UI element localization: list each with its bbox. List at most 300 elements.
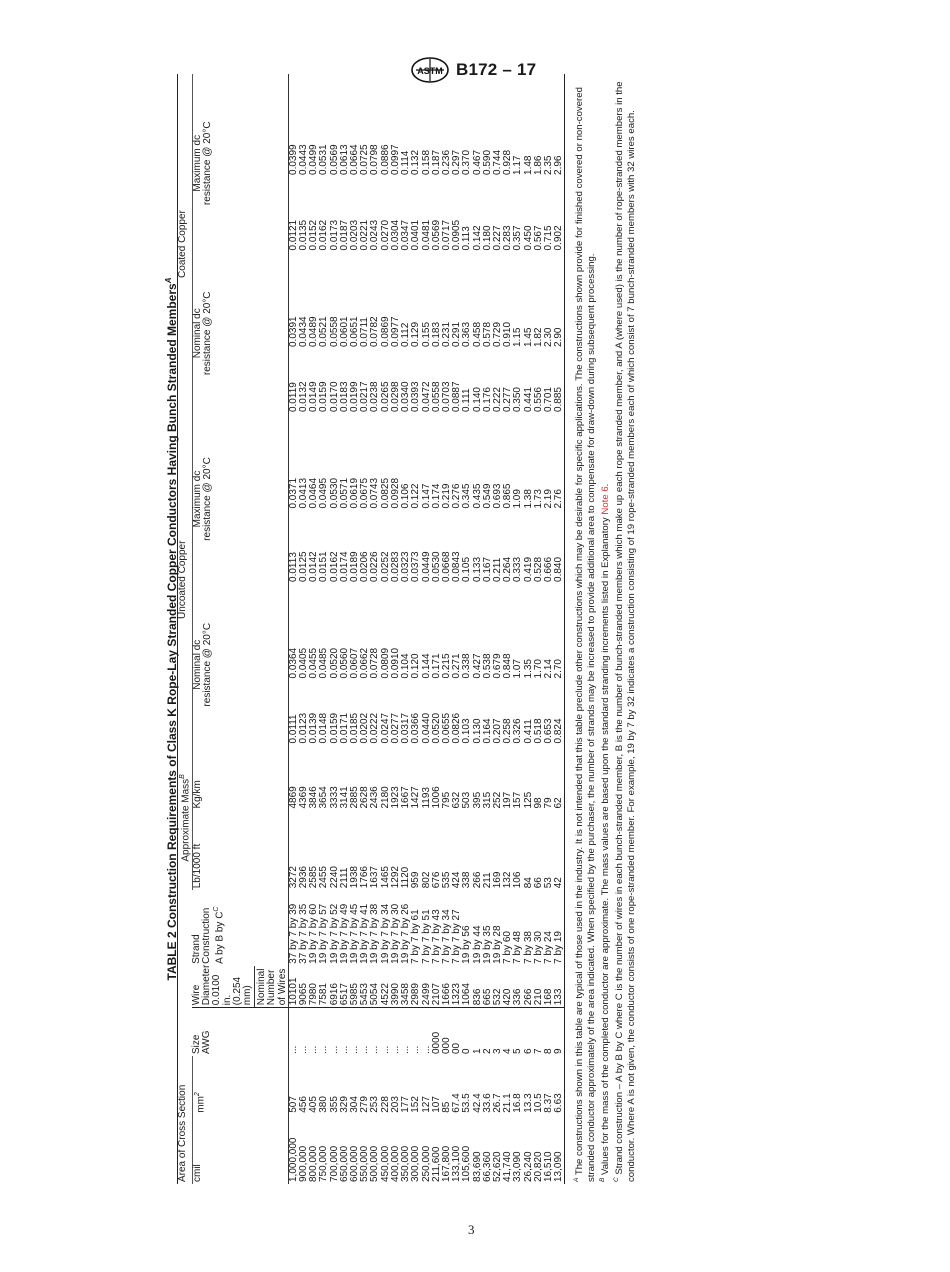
table-cell: 3654 (318, 786, 330, 809)
table-cell: 19 by 56 (461, 925, 473, 964)
table-cell: 0.0905 (451, 219, 463, 251)
table-cell: 0.0323 (400, 551, 412, 582)
table-cell: 0.0159 (328, 712, 340, 744)
table-cell: 250,000 (420, 1145, 432, 1182)
table-cell: 0.0521 (318, 316, 330, 347)
table-cell: 420 (503, 966, 513, 1008)
table-cell: 0.693 (491, 483, 503, 509)
table-cell: 405 (308, 1096, 320, 1113)
table-cell: 79 (542, 797, 554, 809)
table-cell: 0.350 (512, 387, 524, 413)
table-cell: 1427 (410, 786, 422, 809)
table-cell: 0.679 (491, 653, 503, 679)
table-cell: 0.187 (430, 149, 442, 175)
table-cell: 0.0304 (389, 219, 401, 251)
table-cell: 167,800 (440, 1145, 452, 1182)
table-cell: 0.744 (491, 149, 503, 175)
table-cell: 16,510 (542, 1151, 554, 1182)
table-cell: 0.840 (553, 556, 565, 582)
table-cell: 7 by 60 (502, 931, 514, 964)
table-cell: 0.0489 (308, 316, 320, 347)
table-cell: 169 (491, 871, 503, 889)
table-cell: 0.129 (410, 321, 422, 347)
table-cell: 8.37 (542, 1093, 554, 1113)
table-cell: 0.345 (461, 483, 473, 509)
table-cell: 1323 (452, 966, 462, 1008)
table-cell: 0.715 (542, 225, 554, 251)
table-cell: 665 (483, 966, 493, 1008)
col-mm2: mm$^2$ (192, 1056, 288, 1115)
table-cell: 0.0401 (410, 219, 422, 251)
table-cell: 5 (512, 1048, 524, 1055)
table-cell: 0.0142 (308, 551, 320, 582)
table-cell: 0.441 (522, 387, 534, 413)
table-cell: 197 (502, 791, 514, 809)
table-row (411, 74, 421, 1184)
table-cell: 13.3 (522, 1093, 534, 1113)
table-cell: 1667 (400, 786, 412, 809)
table-cell: 2 (481, 1048, 493, 1055)
table-cell: 7 by 38 (522, 931, 534, 964)
table-cell: 42 (553, 877, 565, 889)
table-cell: 9065 (299, 966, 309, 1008)
table-cell: 700,000 (328, 1145, 340, 1182)
table-cell: 1.82 (532, 327, 544, 347)
table-cell: 0.0675 (359, 477, 371, 509)
table-cell: 0.0162 (318, 219, 330, 251)
table-cell: 0.0113 (287, 552, 299, 582)
table-cell: 1120 (400, 866, 412, 889)
table-cell: ... (328, 1045, 340, 1055)
table-cell: 0.326 (512, 718, 524, 744)
table-cell: 0.701 (542, 387, 554, 413)
table-cell: 0.902 (553, 225, 565, 251)
table-cell: 0.0371 (287, 477, 299, 509)
table-cell: 0.0187 (338, 219, 350, 251)
table-cell: 19 by 7 by 26 (400, 903, 412, 964)
table-cell: 800,000 (308, 1145, 320, 1182)
table-cell: 6517 (340, 966, 350, 1008)
table-cell: 0.333 (512, 556, 524, 582)
table-cell: 0.666 (542, 556, 554, 582)
table-cell: 0.297 (451, 149, 463, 175)
table-cell: 3272 (287, 866, 299, 889)
table-cell: 0.0664 (349, 144, 361, 175)
table-cell: 6.63 (553, 1093, 565, 1113)
table-cell: 252 (491, 791, 503, 809)
table-cell: 350,000 (400, 1145, 412, 1182)
table-cell: 6 (522, 1048, 534, 1055)
table-cell: 0.164 (481, 718, 493, 744)
table-cell: 67.4 (451, 1093, 463, 1113)
table-cell: 1193 (420, 787, 432, 809)
table-cell: 0.0499 (308, 144, 320, 175)
table-cell: 7 by 48 (512, 931, 524, 964)
table-cell: 632 (451, 791, 463, 809)
table-cell: 600,000 (349, 1145, 361, 1182)
table-cell: 3990 (391, 966, 401, 1008)
table-cell: 0.0558 (430, 381, 442, 413)
col-nominal-uncoated: Nominal dc resistance @ 20°C (192, 584, 288, 746)
table-cell: 0.0243 (369, 219, 381, 251)
table-cell: 338 (461, 871, 473, 889)
table-cell: 0.236 (440, 149, 452, 175)
table-cell: 210 (534, 966, 544, 1008)
table-cell: 106 (512, 871, 524, 889)
table-cell: ... (400, 1045, 412, 1055)
table-cell: 380 (318, 1096, 330, 1113)
table-cell: 19 by 28 (491, 925, 503, 964)
table-cell: 1.07 (512, 659, 524, 679)
table-cell: 0 (461, 1048, 473, 1055)
table-cell: 133,100 (451, 1145, 463, 1182)
table-cell: 0.183 (430, 321, 442, 347)
table-cell: 62 (553, 797, 565, 809)
table-cell: 836 (473, 966, 483, 1008)
table-cell: 7 by 7 by 34 (440, 909, 452, 964)
table-cell: 1923 (389, 786, 401, 809)
table-cell: 177 (400, 1096, 412, 1113)
table-cell: 0.0743 (369, 477, 381, 509)
table-cell: 0.0206 (359, 551, 371, 582)
table-cell: 0.0174 (338, 551, 350, 582)
table-cell: 0.0613 (338, 144, 350, 175)
table-cell: 0.653 (542, 718, 554, 744)
table-cell: 0.0886 (379, 144, 391, 175)
table-cell: 0.0472 (420, 381, 432, 413)
table-cell: 0.0464 (308, 477, 320, 509)
table-cell: 2499 (422, 966, 432, 1008)
table-cell: ... (379, 1045, 391, 1055)
col-kg: Kg/km (192, 746, 288, 811)
table-cell: 0.0189 (349, 551, 361, 582)
table-cell: 10101 (288, 966, 299, 1008)
table-cell: 0.0531 (318, 144, 330, 175)
table-cell: 0.0222 (369, 712, 381, 744)
table-cell: 5453 (360, 966, 370, 1008)
table-cell: 152 (410, 1096, 422, 1113)
rotated-table-page (160, 74, 765, 1184)
table-cell: 4522 (381, 966, 391, 1008)
col-strand-construction: Strand Construction A by B by C$^C$ (192, 890, 288, 966)
table-cell: 0.0132 (298, 381, 310, 413)
table-cell: 0.106 (400, 483, 412, 509)
table-cell: 37 by 7 by 39 (287, 903, 299, 964)
table-cell: 8 (542, 1048, 554, 1055)
table-cell: 1.45 (522, 327, 534, 347)
table-cell: 0.0347 (400, 219, 412, 251)
table-cell: 0.0485 (318, 647, 330, 679)
table-cell: 676 (430, 871, 442, 889)
table-cell: 0.0843 (451, 551, 463, 582)
table-cell: 203 (389, 1096, 401, 1113)
table-cell: 0.140 (471, 387, 483, 413)
table-cell: 336 (513, 966, 523, 1008)
table-body (288, 74, 564, 1184)
table-cell: 0.0607 (349, 647, 361, 679)
table-cell: 395 (471, 791, 483, 809)
table-cell: 228 (379, 1096, 391, 1113)
table-cell: 315 (481, 791, 493, 809)
table-cell: 0.277 (502, 387, 514, 413)
table-cell: 19 by 7 by 34 (379, 903, 391, 964)
table-cell: 0.0265 (379, 381, 391, 413)
table-cell: 0.0601 (338, 316, 350, 347)
table-cell: 0.171 (430, 653, 442, 679)
table-cell: 53.5 (461, 1093, 473, 1113)
table-cell: 0.0495 (318, 477, 330, 509)
table-cell: 0.427 (471, 653, 483, 679)
table-cell: 0.167 (481, 556, 493, 582)
table-cell: 0.258 (502, 718, 514, 744)
table-cell: 66,360 (481, 1151, 493, 1182)
table-cell: ... (369, 1045, 381, 1055)
table-cell: 1938 (349, 866, 361, 889)
table-cell: 7980 (309, 966, 319, 1008)
table-cell: 0.0123 (298, 712, 310, 744)
table-cell: 1.09 (512, 489, 524, 509)
table-cell: 19 by 7 by 45 (349, 903, 361, 964)
page-number: 3 (468, 1222, 475, 1237)
table-cell: 0.0139 (308, 712, 320, 744)
table-cell: 66 (532, 877, 544, 889)
table-cell: ... (359, 1045, 371, 1055)
table-cell: 7581 (319, 966, 329, 1008)
table-cell: 0.0530 (430, 551, 442, 582)
table-cell: 125 (522, 791, 534, 809)
col-nominal-coated: Nominal dc resistance @ 20°C (192, 253, 288, 415)
table-cell: 650,000 (338, 1145, 350, 1182)
table-cell: 2936 (298, 866, 310, 889)
table-cell: 279 (359, 1096, 371, 1113)
table-cell: 7 by 19 (553, 931, 565, 964)
table-cell: 105,600 (461, 1145, 473, 1182)
table-cell: ... (338, 1045, 350, 1055)
table-cell: 0.0869 (379, 316, 391, 347)
table-cell: 0.180 (481, 225, 493, 251)
table-cell: 19 by 7 by 57 (318, 903, 330, 964)
table-cell: 33.6 (481, 1093, 493, 1113)
table-cell: 2.70 (553, 659, 565, 679)
table-cell: 0.0910 (389, 647, 401, 679)
table-cell: 0.435 (471, 483, 483, 509)
table-cell: 1292 (389, 866, 401, 889)
table-cell: ... (308, 1045, 320, 1055)
table-cell: 266 (471, 871, 483, 889)
table-cell: 0.0887 (451, 381, 463, 413)
table-cell: 0.0481 (420, 219, 432, 251)
table-cell: 2.30 (542, 327, 554, 347)
table-cell: 20,820 (532, 1151, 544, 1182)
table-cell: 1.86 (532, 155, 544, 175)
table-cell: 52,620 (491, 1151, 503, 1182)
table-cell: 2.90 (553, 327, 565, 347)
table-cell: 0.518 (532, 718, 544, 744)
table-cell: 0.142 (471, 225, 483, 251)
table-cell: 0.176 (481, 387, 493, 413)
table-cell: 19 by 7 by 41 (359, 903, 371, 964)
table-cell: 2628 (359, 786, 371, 809)
table-cell: 0.0725 (359, 144, 371, 175)
table-cell: 10.5 (532, 1093, 544, 1113)
table-cell: 0.549 (481, 483, 493, 509)
table-cell: 7 by 7 by 43 (430, 909, 442, 964)
table-cell: 0.174 (430, 483, 442, 509)
note-6-link[interactable]: Note 6 (600, 486, 612, 515)
table-cell: 133 (554, 966, 565, 1008)
table-cell: 456 (298, 1096, 310, 1113)
table-cell: 0.211 (491, 557, 503, 582)
table-cell: 0.114 (400, 150, 412, 175)
table-cell: 329 (338, 1096, 350, 1113)
table-cell: 6916 (330, 966, 340, 1008)
table-cell: 0.0703 (440, 381, 452, 413)
logo-lettering: ASTM (417, 66, 443, 76)
table-cell: 0.276 (451, 483, 463, 509)
table-cell: 2.35 (542, 155, 554, 175)
table-cell: 0.112 (400, 322, 412, 347)
table-cell: 0.0520 (430, 712, 442, 744)
table-cell: 0.0226 (369, 551, 381, 582)
table-cell: 3141 (338, 786, 350, 809)
table-cell: 0.158 (420, 149, 432, 175)
table-cell: 2180 (379, 786, 391, 809)
table-cell: 0.0449 (420, 551, 432, 582)
table-cell: 5054 (370, 966, 380, 1008)
table-row (462, 74, 472, 1184)
table-cell: 0.0199 (349, 381, 361, 413)
table-cell: 211 (481, 872, 493, 889)
table-cell: 0.0317 (400, 712, 412, 744)
table-cell: 0.556 (532, 387, 544, 413)
table-cell: 1.70 (532, 659, 544, 679)
table-cell: 0.0185 (349, 712, 361, 744)
table-cell: 500,000 (369, 1145, 381, 1182)
col-wire-diameter: Wire Diameter 0.0100 in. (0.254 mm) Nominal Number of Wires (192, 966, 288, 1008)
table-cell: 0.0340 (400, 381, 412, 413)
table-cell: 107 (430, 1096, 442, 1113)
table-cell: 1465 (379, 866, 391, 889)
table-cell: 0.113 (461, 226, 473, 251)
table-cell: 0.363 (461, 321, 473, 347)
table-cell: 19 by 7 by 60 (308, 903, 320, 964)
table-cell: 750,000 (318, 1145, 330, 1182)
table-cell: 0.219 (440, 483, 452, 509)
table-cell: 19 by 7 by 30 (389, 903, 401, 964)
table-cell: 0.538 (481, 653, 493, 679)
table-cell: 000 (440, 1037, 452, 1055)
table-cell: 0.0159 (318, 381, 330, 413)
table-cell: 41,740 (502, 1151, 514, 1182)
table-cell: 0.0391 (287, 316, 299, 347)
table-cell: 0.0413 (298, 477, 310, 509)
table-cell: 0.0655 (440, 712, 452, 744)
table-row (554, 74, 565, 1184)
table-cell: 0.885 (553, 387, 565, 413)
table-cell: 900,000 (298, 1145, 310, 1182)
table-cell: 0.0728 (369, 647, 381, 679)
table-cell: 0.120 (410, 653, 422, 679)
table-cell: 0.0119 (287, 382, 299, 413)
table-cell: 0.0171 (338, 712, 350, 744)
table-cell: 4369 (298, 786, 310, 809)
table-cell: ... (287, 1045, 299, 1055)
table-cell: 33,090 (512, 1151, 524, 1182)
table-cell: 0.0152 (308, 219, 320, 251)
table-cell: 0.467 (471, 149, 483, 175)
table-cell: 2111 (338, 867, 350, 889)
table-cell: 0.910 (502, 321, 514, 347)
table-cell: 1766 (359, 866, 371, 889)
table-cell: 0.0443 (298, 144, 310, 175)
table-cell: 53 (542, 877, 554, 889)
table-cell: 959 (410, 871, 422, 889)
table-cell: 2885 (349, 786, 361, 809)
table-cell: 0.0717 (440, 219, 452, 251)
table-cell: 7 by 30 (532, 931, 544, 964)
coated-group-header: Coated Copper (178, 74, 193, 414)
table-cell: 0.105 (461, 556, 473, 582)
table-cell: 3 (491, 1048, 503, 1055)
table-caption: TABLE 2 Construction Requirements of Class K Rope-Lay Stranded Copper Conductors Having Bunch Stranded Members$^A$ (164, 277, 179, 981)
footnote-a: $^A$ The constructions shown in this table are typical of those used in the industry. It is not intended that this table preclude other constructions which may be desirable for specific applications. The constructions shown provide for finished covered or non-covered stranded conductor approximately of the area indicated. When specified by the purchaser, the number of strands may be increased to provide additional area to compensate for draw-down during subsequent processing. (573, 87, 597, 1182)
table-cell: 0.0173 (328, 219, 340, 251)
table-cell: 0.450 (522, 225, 534, 251)
table-cell: 450,000 (379, 1145, 391, 1182)
table-cell: 0.132 (410, 149, 422, 175)
table-cell: 19 by 7 by 52 (328, 903, 340, 964)
table-cell: 0.0651 (349, 316, 361, 347)
table-cell: 157 (512, 791, 524, 809)
table-cell: 304 (349, 1096, 361, 1113)
table-cell: 0.0121 (287, 219, 299, 251)
table-cell: 26.7 (491, 1093, 503, 1113)
table-cell: 0.222 (491, 387, 503, 413)
table-cell: 0.207 (491, 718, 503, 744)
table-cell: 1637 (369, 866, 381, 889)
table-cell: 0.0364 (287, 647, 299, 679)
table-cell: 0.0558 (328, 316, 340, 347)
mass-group-header: Approximate Mass$^B$ (178, 746, 193, 891)
table-cell: 211,600 (430, 1146, 442, 1182)
table-cell: 0.0809 (379, 647, 391, 679)
table-cell: 0.0662 (359, 647, 371, 679)
col-maximum-uncoated: Maximum dc resistance @ 20°C (192, 414, 288, 584)
table-cell: 0.0455 (308, 647, 320, 679)
col-awg: Size AWG (192, 1008, 288, 1056)
table-cell: 0.0135 (298, 219, 310, 251)
table-cell: 1.48 (522, 155, 534, 175)
col-maximum-coated: Maximum dc resistance @ 20°C (192, 74, 288, 253)
table-cell: 0.104 (400, 653, 412, 679)
table-cell: 1 (471, 1048, 483, 1055)
table-cell: 0.155 (420, 321, 432, 347)
table-cell: 0.133 (471, 556, 483, 582)
table-cell: 19 by 44 (471, 925, 483, 964)
table-cell: 0.0393 (410, 381, 422, 413)
table-cell: 0.264 (502, 556, 514, 582)
table-cell: 98 (532, 797, 544, 809)
table-cell: 0.0711 (359, 317, 371, 347)
table-cell: ... (410, 1045, 422, 1055)
table-cell: 0.122 (410, 483, 422, 509)
table-cell: 0.0217 (359, 381, 371, 413)
table-cell: 0.0111 (287, 714, 299, 744)
table-cell: 507 (287, 1096, 299, 1113)
table-cell: 0.215 (440, 653, 452, 679)
table-cell: 2107 (432, 966, 442, 1008)
table-cell: 26,240 (522, 1151, 534, 1182)
